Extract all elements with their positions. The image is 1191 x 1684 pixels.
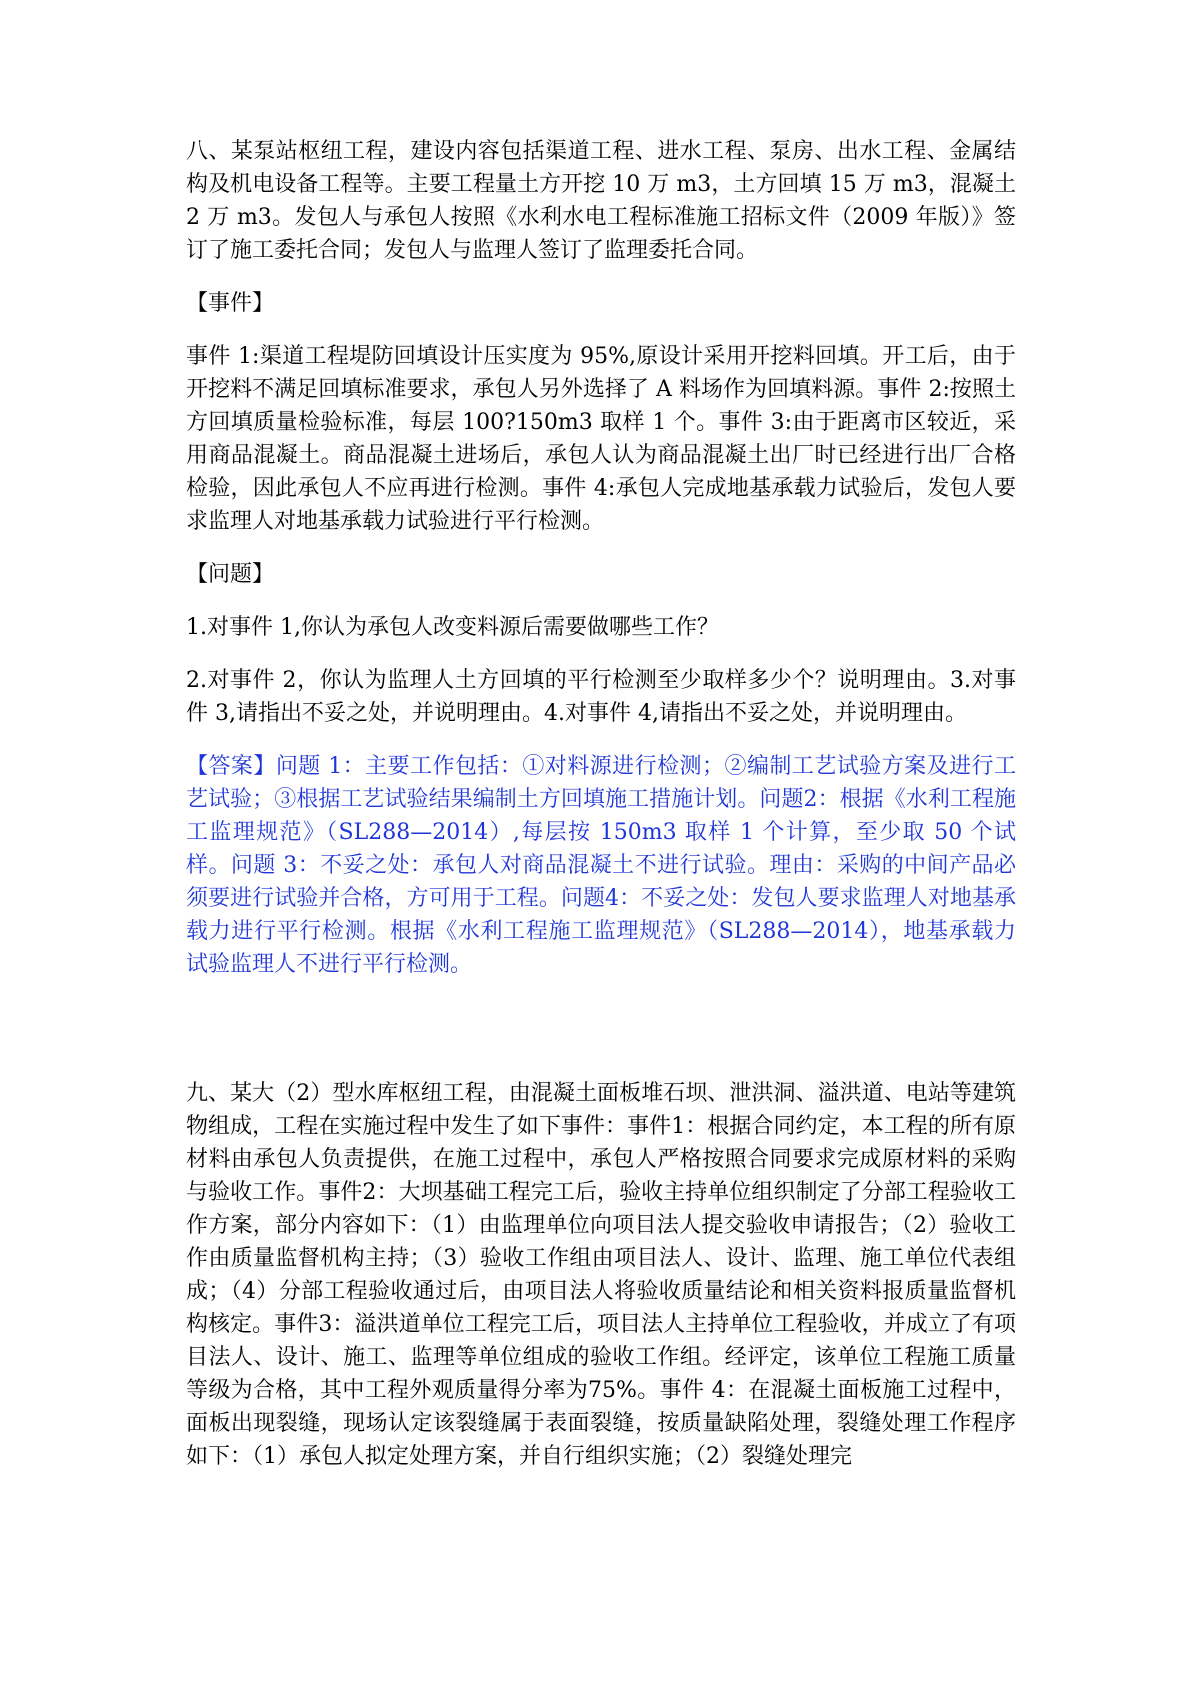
document-page <box>186 135 1016 1493</box>
section-9-intro: 九、某大（2）型水库枢纽工程，由混凝土面板堆石坝、泄洪洞、溢洪道、电站等建筑物组成，工程在实施过程中发生了如下事件：事件1：根据合同约定，本工程的所有原材料由承包人负责提供，在施工过程中，承包人严格按照合同要求完成原材料的采购与验收工作。事件2：大坝基础工程完工后，验收主持单位组织制定了分部工程验收工作方案，部分内容如下：（1）由监理单位向项目法人提交验收申请报告；（2）验收工作由质量监督机构主持；（3）验收工作组由项目法人、设计、监理、施工单位代表组成；（4）分部工程验收通过后，由项目法人将验收质量结论和相关资料报质量监督机构核定。事件3：溢洪道单位工程完工后，项目法人主持单位工程验收，并成立了有项目法人、设计、施工、监理等单位组成的验收工作组。经评定，该单位工程施工质量等级为合格，其中工程外观质量得分率为75%。事件 4：在混凝土面板施工过程中，面板出现裂缝，现场认定该裂缝属于表面裂缝，按质量缺陷处理，裂缝处理工作程序如下：（1）承包人拟定处理方案，并自行组织实施；（2）裂缝处理完 <box>186 1081 1016 1469</box>
events-text: 事件 1:渠道工程堤防回填设计压实度为 95%,原设计采用开挖料回填。开工后，由于开挖料不满足回填标准要求，承包人另外选择了 A 料场作为回填料源。事件 2:按照土方回填质量检验标准，每层 100?150m3 取样 1 个。事件 3:由于距离市区较近，采用商品混凝土。商品混凝土进场后，承包人认为商品混凝土出厂时已经进行出厂合格检验，因此承包人不应再进行检测。事件 4:承包人完成地基承载力试验后，发包人要求监理人对地基承载力试验进行平行检测。 <box>186 344 1016 534</box>
question-2-4: 2.对事件 2，你认为监理人土方回填的平行检测至少取样多少个？说明理由。3.对事件 3,请指出不妥之处，并说明理由。4.对事件 4,请指出不妥之处，并说明理由。 <box>186 668 1016 726</box>
question-1: 1.对事件 1,你认为承包人改变料源后需要做哪些工作？ <box>186 615 719 640</box>
questions-heading: 【问题】 <box>186 562 275 587</box>
section-8-intro: 八、某泵站枢纽工程，建设内容包括渠道工程、进水工程、泵房、出水工程、金属结构及机电设备工程等。主要工程量土方开挖 10 万 m3，土方回填 15 万 m3，混凝土 2 万 m3。发包人与承包人按照《水利水电工程标准施工招标文件（2009 年版）》签订了施工委托合同；发包人与监理人签订了监理委托合同。 <box>186 139 1016 263</box>
answer-block: 【答案】问题 1：主要工作包括：①对料源进行检测；②编制工艺试验方案及进行工艺试验；③根据工艺试验结果编制土方回填施工措施计划。问题2：根据《水利工程施工监理规范》（SL288—2014）,每层按 150m3 取样 1 个计算，至少取 50 个试样。问题 3：不妥之处：承包人对商品混凝土不进行试验。理由：采购的中间产品必须要进行试验并合格，方可用于工程。问题4：不妥之处：发包人要求监理人对地基承载力进行平行检测。根据《水利工程施工监理规范》（SL288—2014），地基承载力试验监理人不进行平行检测。 <box>186 754 1016 977</box>
events-heading: 【事件】 <box>186 291 275 316</box>
section-spacer <box>186 1001 1016 1077</box>
